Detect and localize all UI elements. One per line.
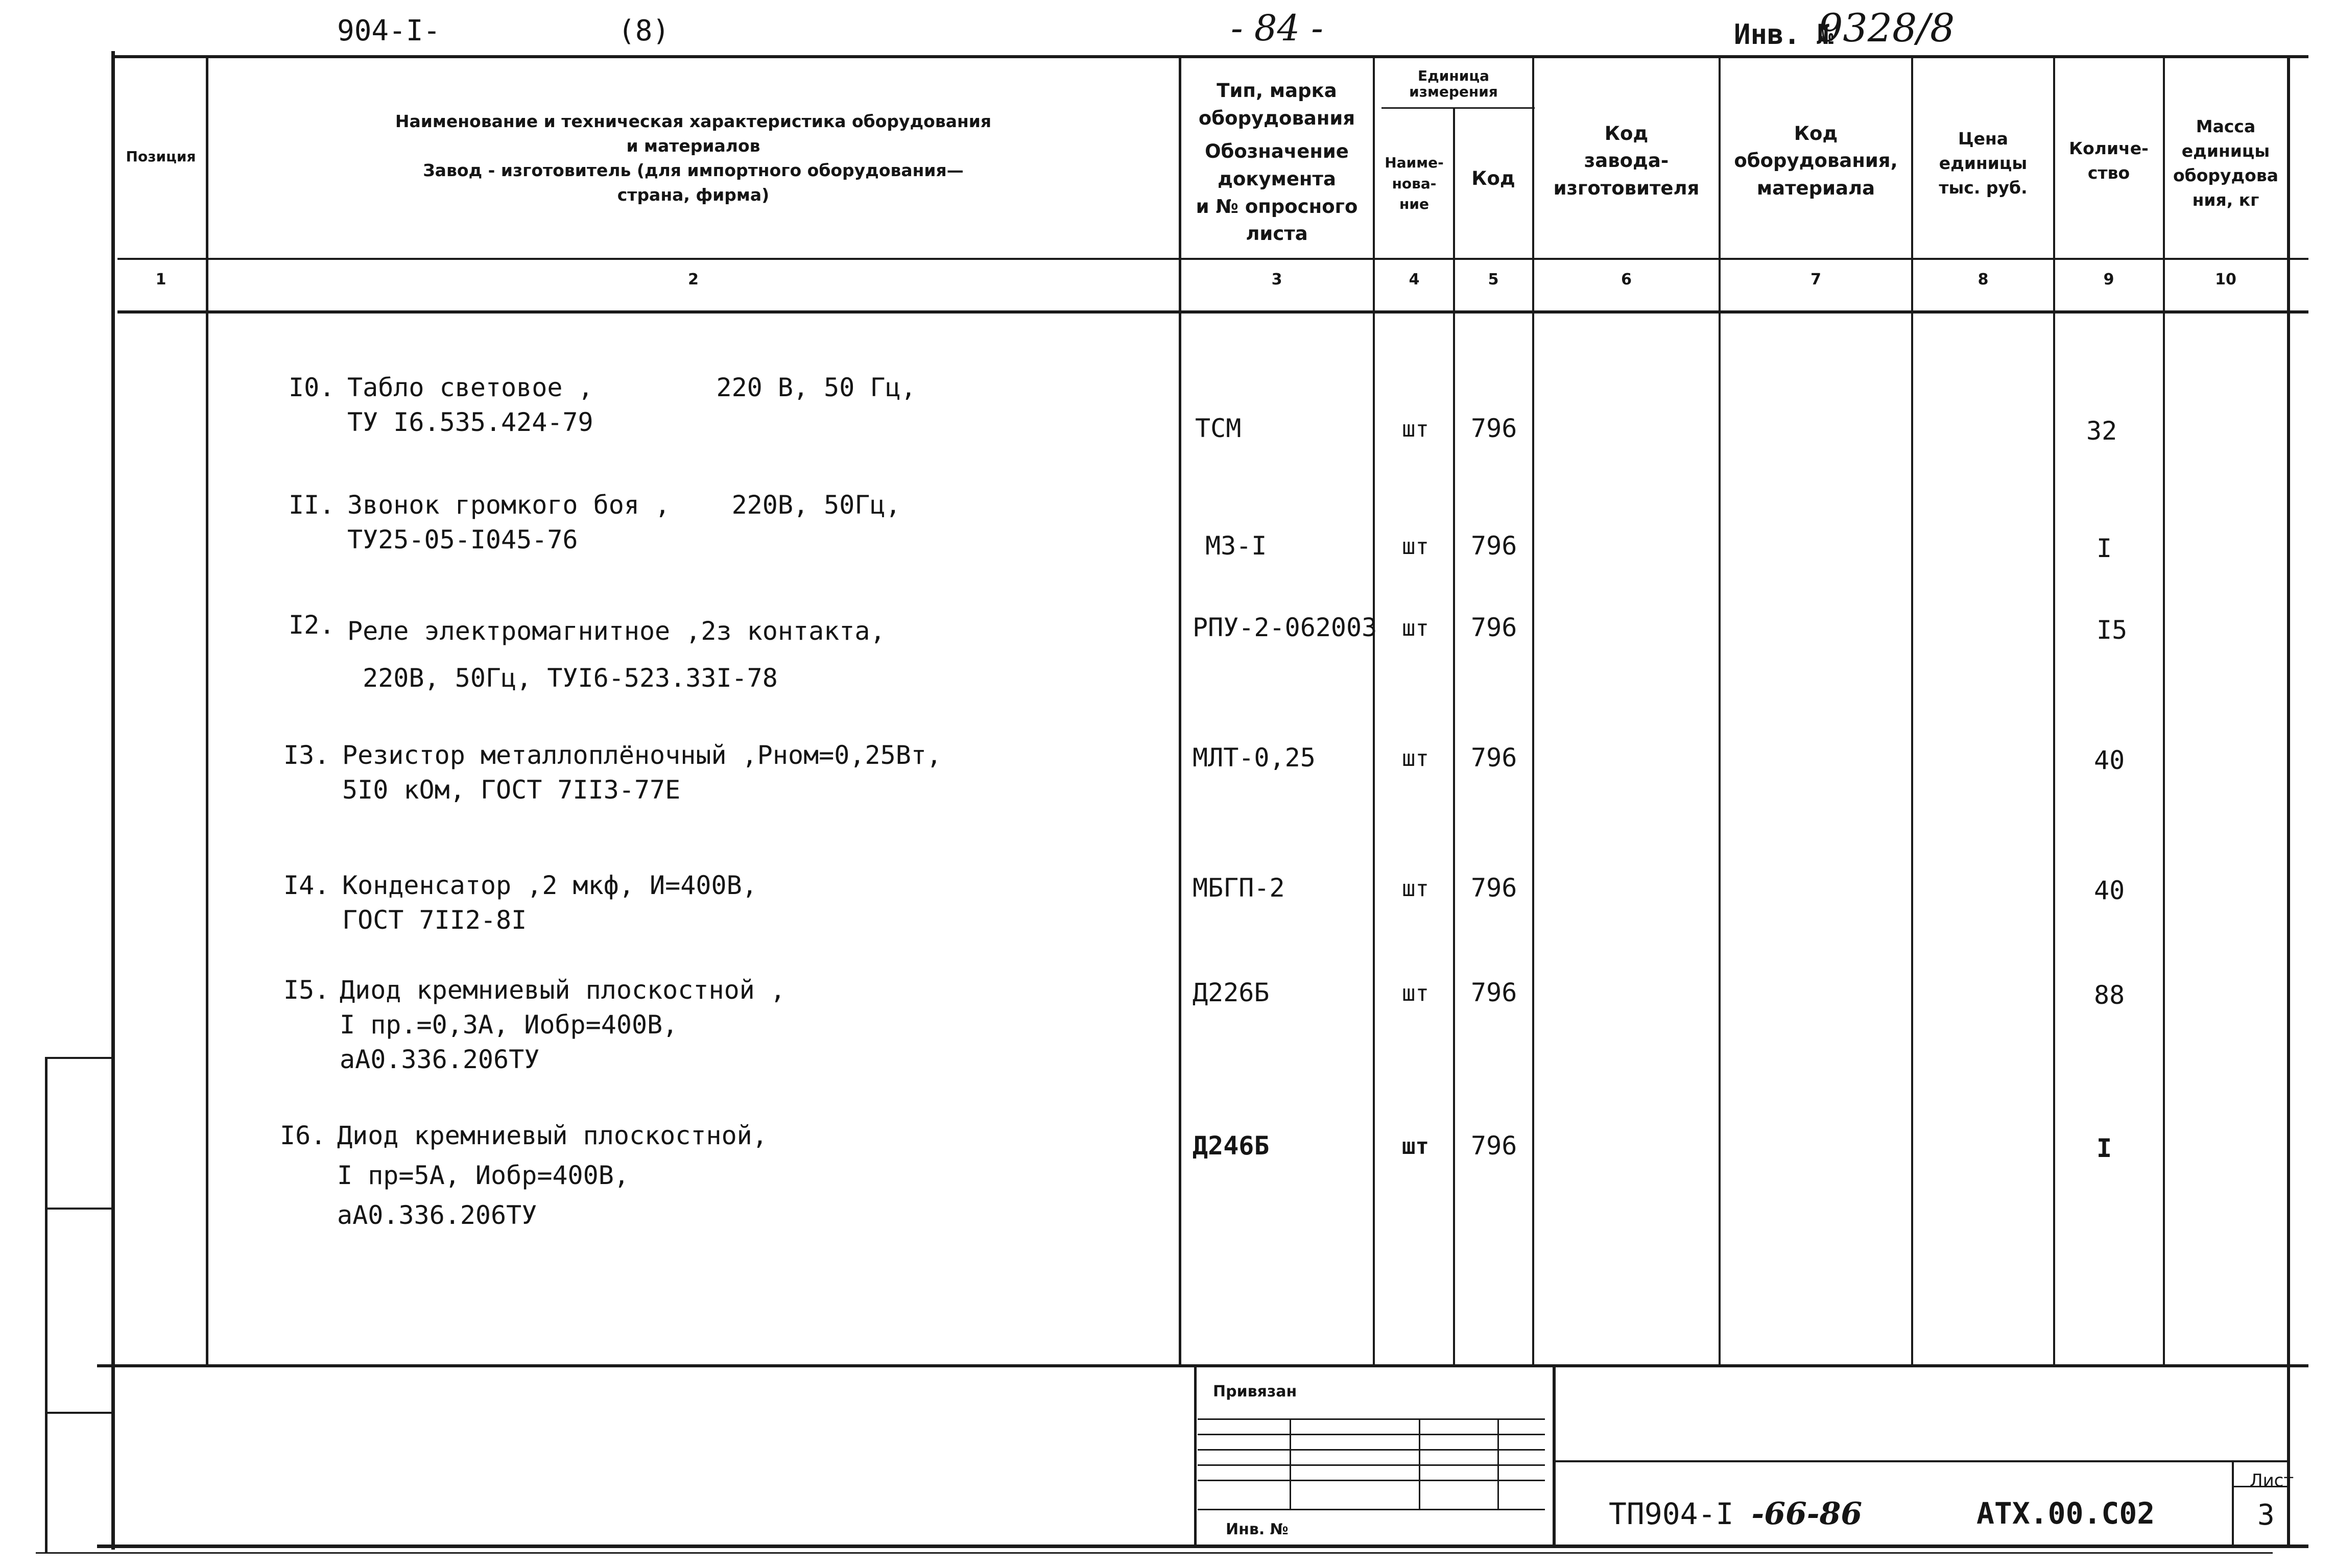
row-description: Звонок громкого боя , 220В, 50Гц, ТУ25-05-I045-76 bbox=[347, 490, 901, 554]
row-number: I0. bbox=[289, 373, 335, 402]
sheet-label: Лист bbox=[2250, 1470, 2294, 1491]
row-unit-code: 796 bbox=[1471, 978, 1517, 1007]
header-position: Позиция bbox=[126, 148, 196, 165]
row-description: Реле электромагнитное ,2з контакта, 220В, 50Гц, ТУI6-523.33I-78 bbox=[347, 616, 886, 693]
row-number: I2. bbox=[289, 610, 335, 640]
document-designation: АТХ.00.С02 bbox=[1976, 1496, 2155, 1531]
row-quantity: 32 bbox=[2086, 416, 2117, 446]
header-unit-code: Код bbox=[1471, 167, 1515, 190]
column-number: 3 bbox=[1271, 271, 1282, 288]
column-number: 1 bbox=[155, 271, 166, 288]
inventory-number: 9328/8 bbox=[1818, 5, 1955, 51]
column-number: 2 bbox=[688, 271, 699, 288]
row-quantity: 40 bbox=[2094, 745, 2125, 775]
stamp-inventory-label: Инв. № bbox=[1226, 1521, 1289, 1538]
row-type: Д246Б bbox=[1193, 1131, 1270, 1161]
row-unit: шт bbox=[1402, 1133, 1429, 1160]
row-description: Резистор металлоплёночный ,Рном=0,25Вт, 5I0 кОм, ГОСТ 7II3-77Е bbox=[342, 740, 942, 805]
page-marker: - 84 - bbox=[1231, 7, 1323, 49]
row-type: РПУ-2-062003 bbox=[1193, 613, 1377, 642]
row-description: Диод кремниевый плоскостной, I пр=5А, Иобр=400В, аА0.336.206ТУ bbox=[337, 1121, 768, 1230]
variant-label: (8) bbox=[618, 14, 670, 47]
row-number: I4. bbox=[283, 871, 330, 900]
row-number: II. bbox=[289, 490, 335, 520]
column-number: 10 bbox=[2215, 271, 2236, 288]
row-unit: шт bbox=[1402, 416, 1429, 442]
row-description: Диод кремниевый плоскостной , I пр.=0,3А, Иобр=400В, аА0.336.206ТУ bbox=[340, 975, 785, 1074]
row-unit: шт bbox=[1402, 980, 1429, 1006]
row-quantity: I5 bbox=[2096, 615, 2128, 645]
doc-prefix: 904-I- bbox=[337, 14, 441, 47]
row-unit: шт bbox=[1402, 615, 1429, 641]
row-type: МЛТ-0,25 bbox=[1193, 743, 1316, 773]
row-type: МЗ-I bbox=[1205, 531, 1267, 561]
row-description: Табло световое , 220 В, 50 Гц, ТУ I6.535.424-79 bbox=[347, 373, 916, 437]
row-type: МБГП-2 bbox=[1193, 873, 1285, 903]
row-unit: шт bbox=[1402, 745, 1429, 771]
header-quantity: Количе- ство bbox=[2069, 138, 2149, 183]
row-description: Конденсатор ,2 мкф, И=400В, ГОСТ 7II2-8I bbox=[342, 871, 757, 935]
column-number: 9 bbox=[2103, 271, 2114, 288]
row-quantity: I bbox=[2096, 534, 2112, 563]
row-unit: шт bbox=[1402, 876, 1429, 902]
header-unit-name: Наиме- нова- ние bbox=[1385, 154, 1444, 213]
row-unit-code: 796 bbox=[1471, 531, 1517, 561]
row-unit: шт bbox=[1402, 534, 1429, 560]
row-number: I3. bbox=[283, 740, 330, 770]
row-quantity: 40 bbox=[2094, 876, 2125, 905]
header-doc-designation: Обозначение документа и № опросного листа bbox=[1196, 140, 1358, 245]
row-unit-code: 796 bbox=[1471, 613, 1517, 642]
row-type: Д226Б bbox=[1193, 978, 1270, 1007]
header-unit: Единица измерения bbox=[1409, 67, 1498, 100]
header-name: Наименование и техническая характеристика оборудования и материалов Завод - изготовитель (для импортного оборудования— страна, фирма) bbox=[395, 111, 992, 205]
inventory-label: Инв. № bbox=[1734, 18, 1834, 51]
row-unit-code: 796 bbox=[1471, 873, 1517, 903]
column-number: 7 bbox=[1810, 271, 1821, 288]
row-unit-code: 796 bbox=[1471, 743, 1517, 773]
row-type: ТСМ bbox=[1195, 414, 1242, 443]
row-number: I6. bbox=[280, 1121, 326, 1150]
header-factory-code: Код завода- изготовителя bbox=[1553, 122, 1700, 199]
column-number: 6 bbox=[1621, 271, 1632, 288]
header-price: Цена единицы тыс. руб. bbox=[1939, 129, 2028, 198]
row-quantity: 88 bbox=[2094, 980, 2125, 1010]
document-code: ТП904-I -66-86 bbox=[1609, 1496, 1863, 1532]
header-mass: Масса единицы оборудова ния, кг bbox=[2173, 116, 2278, 210]
row-unit-code: 796 bbox=[1471, 414, 1517, 443]
row-quantity: I bbox=[2096, 1133, 2112, 1163]
sheet-number: 3 bbox=[2257, 1499, 2275, 1532]
column-number: 5 bbox=[1488, 271, 1499, 288]
stamp-title: Привязан bbox=[1213, 1383, 1297, 1401]
header-type-mark: Тип, марка оборудования bbox=[1198, 80, 1355, 129]
column-number: 8 bbox=[1977, 271, 1989, 288]
row-unit-code: 796 bbox=[1471, 1131, 1517, 1161]
header-equipment-code: Код оборудования, материала bbox=[1734, 122, 1898, 199]
column-number: 4 bbox=[1409, 271, 1420, 288]
row-number: I5. bbox=[283, 975, 330, 1005]
